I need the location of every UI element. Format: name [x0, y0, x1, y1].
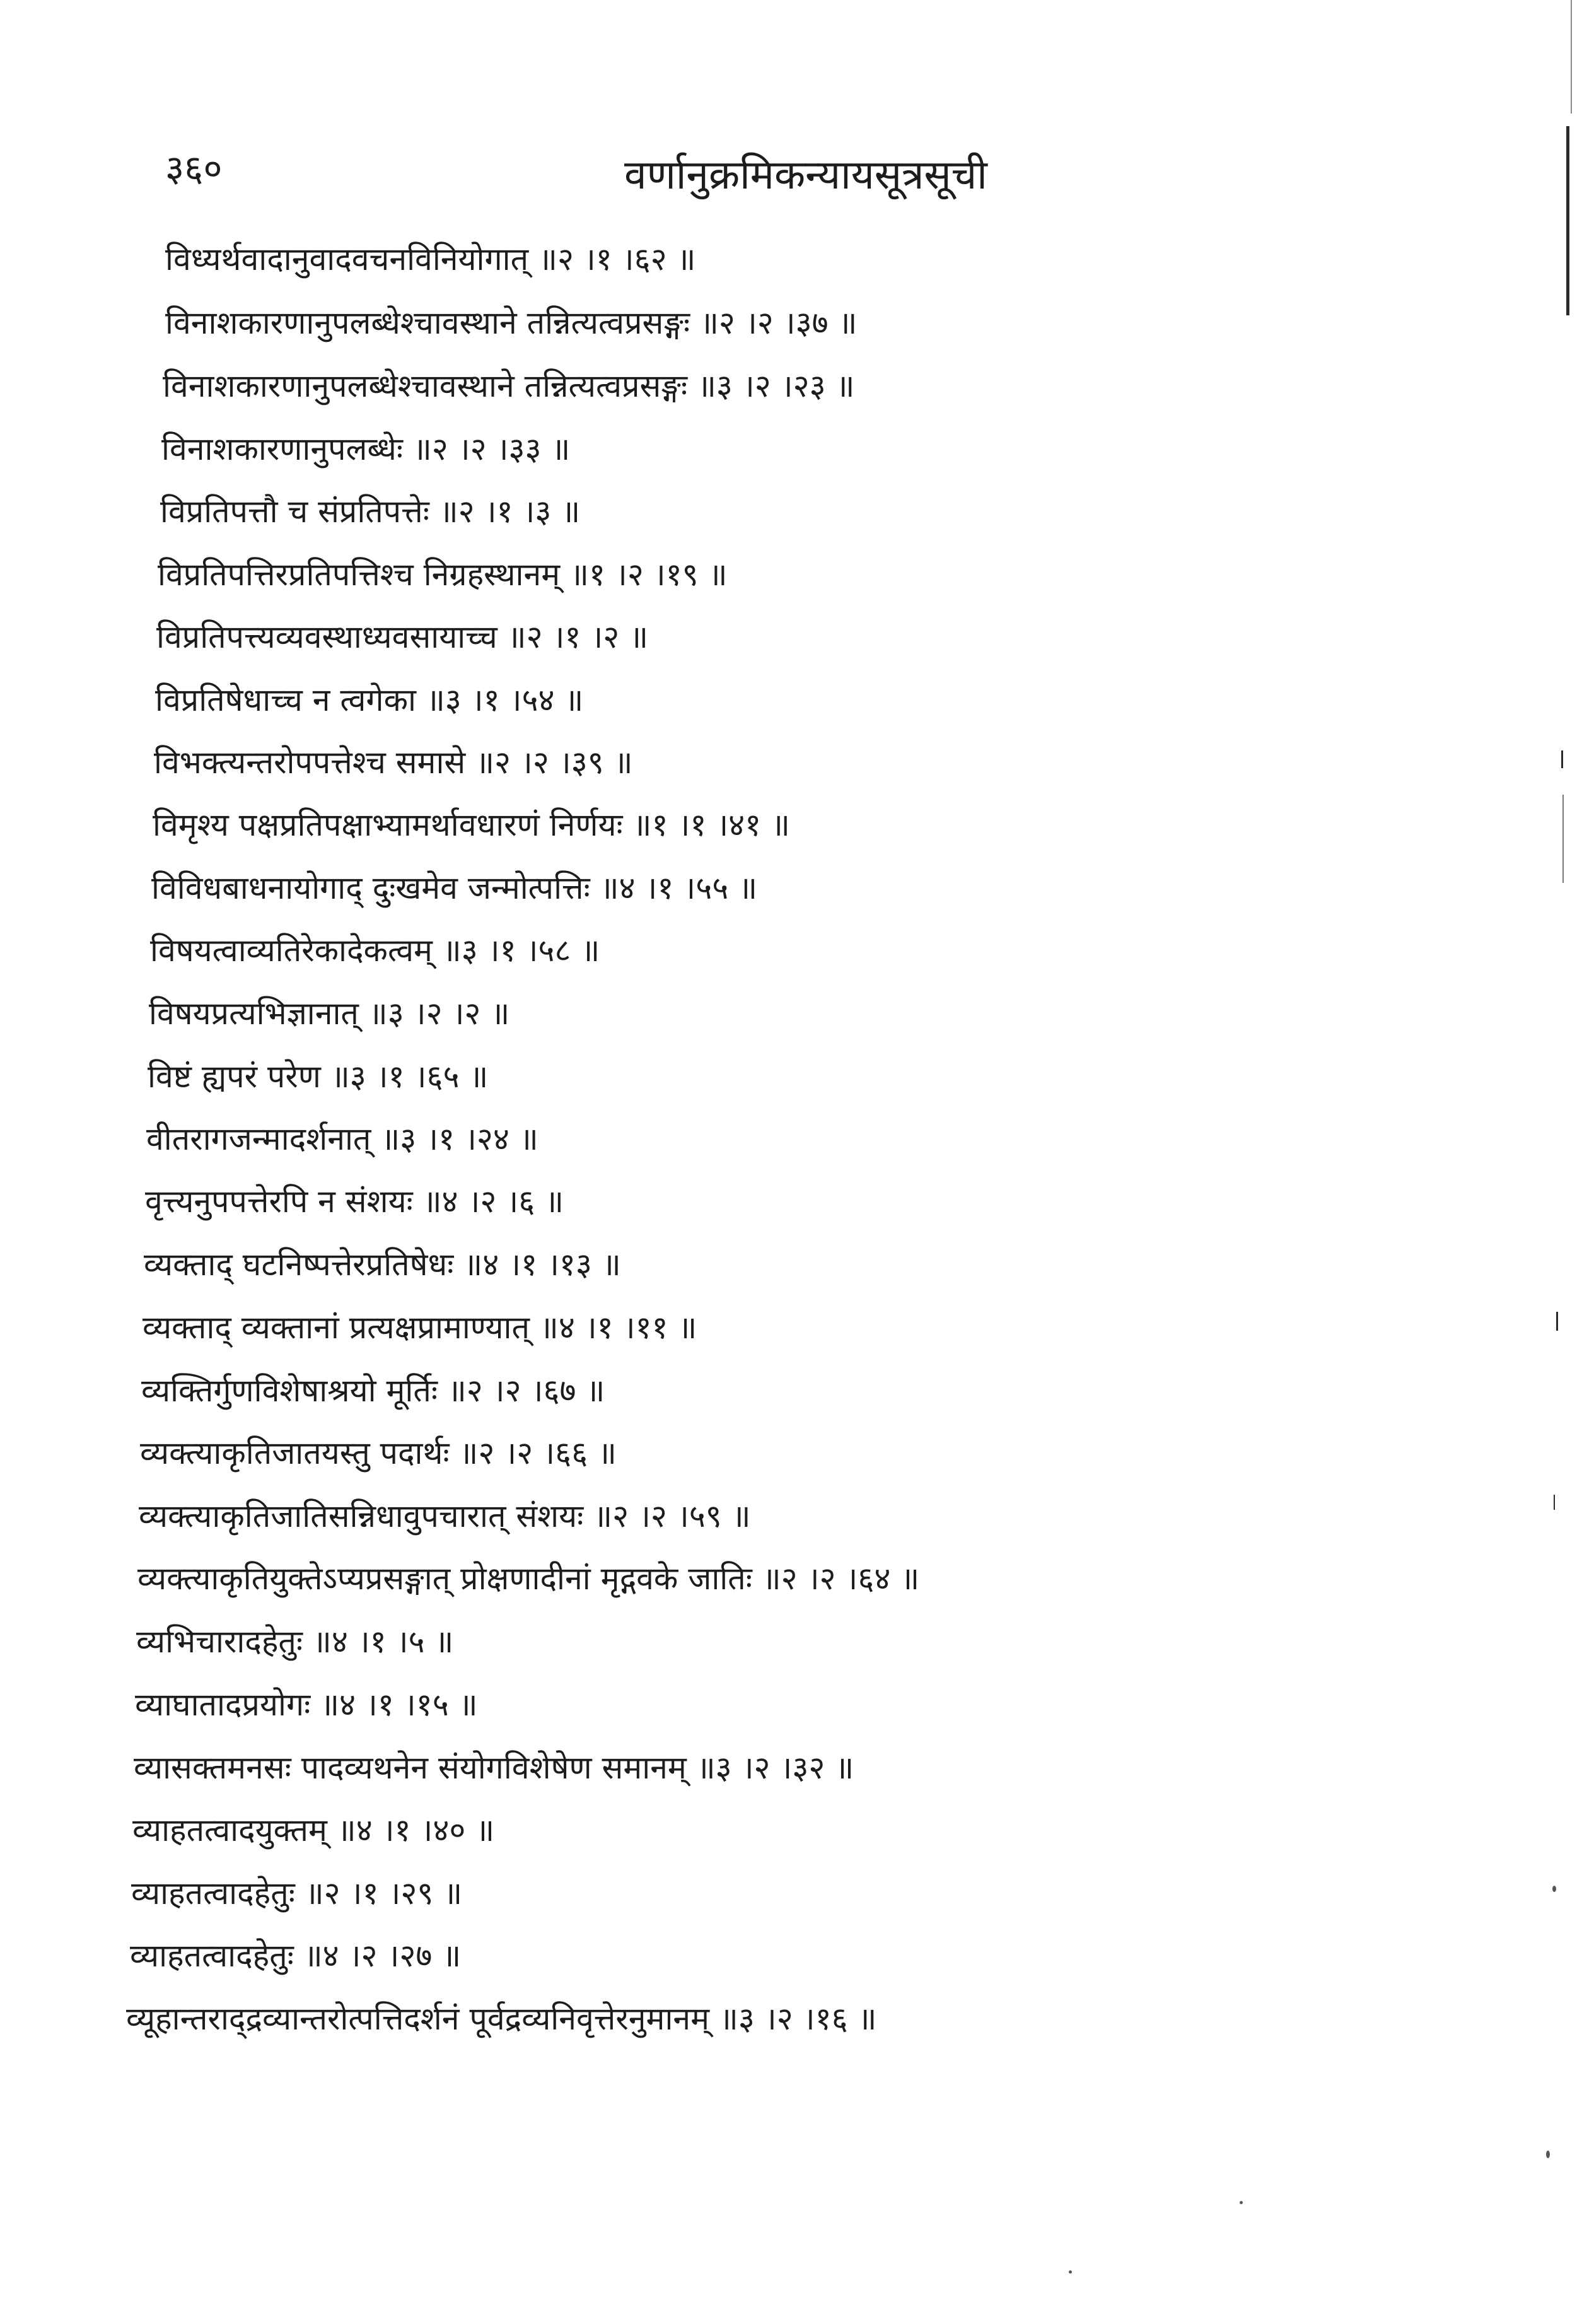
- scan-edge-mark: [1566, 126, 1569, 315]
- scan-speck: [1069, 2270, 1072, 2274]
- sutra-entry: व्यक्ताद् घटनिष्पत्तेरप्रतिषेधः ॥४ ।१ ।१३ ॥: [144, 1246, 621, 1283]
- sutra-entry: व्यक्त्याकृतिजातिसन्निधावुपचारात् संशयः ॥२ ।२ ।५९ ॥: [139, 1498, 751, 1534]
- scan-edge-mark: [1562, 795, 1564, 883]
- sutra-entry: व्यासक्तमनसः पादव्यथनेन संयोगविशेषेण समानम् ॥३ ।२ ।३२ ॥: [134, 1749, 854, 1786]
- sutra-entry: विध्यर्थवादानुवादवचनविनियोगात् ॥२ ।१ ।६२ ॥: [165, 241, 696, 277]
- sutra-entry: व्यूहान्तराद्द्रव्यान्तरोत्पत्तिदर्शनं पूर्वद्रव्यनिवृत्तेरनुमानम् ॥३ ।२ ।१६ ॥: [126, 2000, 877, 2037]
- sutra-entry: व्यक्ताद् व्यक्तानां प्रत्यक्षप्रामाण्यात् ॥४ ।१ ।११ ॥: [143, 1309, 697, 1346]
- sutra-entry: विषयत्वाव्यतिरेकादेकत्वम् ॥३ ।१ ।५८ ॥: [150, 932, 600, 969]
- sutra-entry: विनाशकारणानुपलब्धेश्चावस्थाने तन्नित्यत्वप्रसङ्गः ॥२ ।२ ।३७ ॥: [165, 305, 858, 341]
- sutra-entry: विष्टं ह्यपरं परेण ॥३ ।१ ।६५ ॥: [148, 1058, 489, 1095]
- sutra-entry: विप्रतिपत्तौ च संप्रतिपत्तेः ॥२ ।१ ।३ ॥: [160, 493, 581, 530]
- scan-edge-mark: [1571, 0, 1572, 114]
- scan-speck: [1552, 1886, 1556, 1892]
- sutra-entry: विविधबाधनायोगाद् दुःखमेव जन्मोत्पत्तिः ॥४ ।१ ।५५ ॥: [151, 870, 758, 906]
- sutra-entry: वीतरागजन्मादर्शनात् ॥३ ।१ ।२४ ॥: [146, 1121, 538, 1157]
- sutra-entry: विमृश्य पक्षप्रतिपक्षाभ्यामर्थावधारणं निर्णयः ॥१ ।१ ।४१ ॥: [153, 807, 791, 843]
- sutra-entry: वृत्त्यनुपपत्तेरपि न संशयः ॥४ ।२ ।६ ॥: [145, 1183, 564, 1220]
- sutra-entry: विप्रतिपत्त्यव्यवस्थाध्यवसायाच्च ॥२ ।१ ।२ ॥: [156, 619, 649, 655]
- scan-edge-mark: [1561, 750, 1563, 768]
- sutra-entry: विनाशकारणानुपलब्धेश्चावस्थाने तन्नित्यत्वप्रसङ्गः ॥३ ।२ ।२३ ॥: [163, 368, 855, 404]
- sutra-entry: विप्रतिषेधाच्च न त्वगेका ॥३ ।१ ।५४ ॥: [155, 682, 584, 718]
- scan-speck: [1546, 2151, 1550, 2158]
- scan-edge-mark: [1556, 1312, 1558, 1331]
- sutra-entry: व्याघातादप्रयोगः ॥४ ।१ ।१५ ॥: [135, 1686, 478, 1723]
- sutra-entry: व्यक्तिर्गुणविशेषाश्रयो मूर्तिः ॥२ ।२ ।६७ ॥: [141, 1372, 605, 1409]
- sutra-entry: व्याहतत्वादहेतुः ॥२ ।१ ।२९ ॥: [131, 1875, 463, 1912]
- sutra-entry: विभक्त्यन्तरोपपत्तेश्च समासे ॥२ ।२ ।३९ ॥: [154, 744, 633, 781]
- scan-edge-mark: [1554, 1495, 1555, 1510]
- page-title: वर्णानुक्रमिकन्यायसूत्रसूची: [624, 152, 987, 199]
- sutra-entry: व्यक्त्याकृतियुक्तेऽप्यप्रसङ्गात् प्रोक्षणादीनां मृद्गवके जातिः ॥२ ।२ ।६४ ॥: [137, 1560, 920, 1597]
- sutra-entry: विषयप्रत्यभिज्ञानात् ॥३ ।२ ।२ ॥: [149, 995, 510, 1032]
- page-number: ३६०: [165, 147, 223, 190]
- sutra-entry: व्याहतत्वादहेतुः ॥४ ।२ ।२७ ॥: [130, 1937, 462, 1974]
- scan-speck: [1240, 2201, 1243, 2204]
- sutra-entry: व्यभिचारादहेतुः ॥४ ।१ ।५ ॥: [136, 1623, 454, 1660]
- sutra-entry: विप्रतिपत्तिरप्रतिपत्तिश्च निग्रहस्थानम् ॥१ ।२ ।१९ ॥: [158, 556, 728, 593]
- sutra-entry: विनाशकारणानुपलब्धेः ॥२ ।२ ।३३ ॥: [161, 431, 571, 467]
- sutra-entry: व्याहतत्वादयुक्तम् ॥४ ।१ ।४० ॥: [132, 1812, 495, 1848]
- sutra-entry: व्यक्त्याकृतिजातयस्तु पदार्थः ॥२ ।२ ।६६ ॥: [140, 1435, 617, 1471]
